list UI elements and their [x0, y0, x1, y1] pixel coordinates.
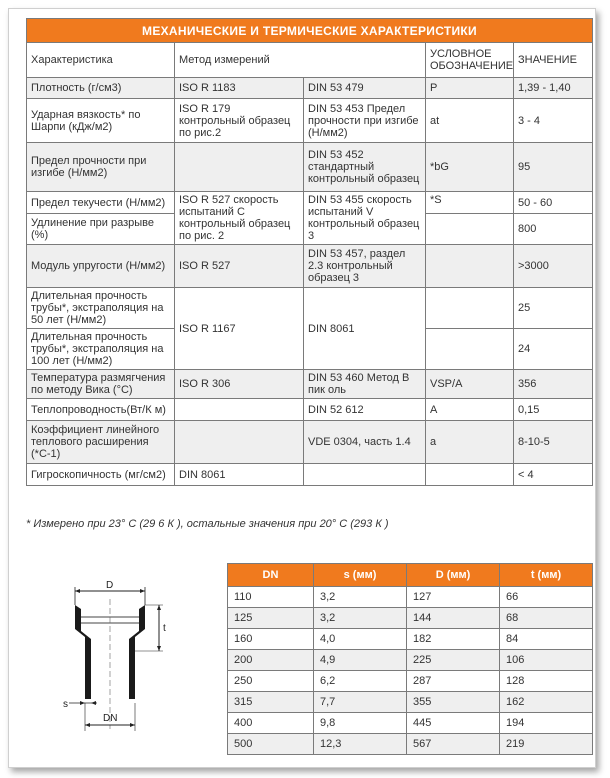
cell-value: 25 [514, 288, 593, 329]
table-row [27, 143, 593, 192]
cell-dn: 500 [228, 734, 314, 755]
cell-s: 4,9 [314, 650, 407, 671]
cell-dn: 400 [228, 713, 314, 734]
cell-characteristic: Гигроскопичность (мг/см2) [27, 464, 175, 486]
cell-method-iso: ISO R 527 скорость испытаний С контрольный образец по рис. 2 [175, 192, 304, 245]
cell-symbol: P [426, 78, 514, 99]
cell-t: 106 [500, 650, 593, 671]
cell-characteristic: Температура размягчения по методу Вика (°С) [27, 370, 175, 399]
table-row [27, 192, 593, 214]
cell-symbol: at [426, 99, 514, 143]
cell-value: 8-10-5 [514, 421, 593, 464]
header-designation: УСЛОВНОЕ ОБОЗНАЧЕНИЕ [426, 43, 514, 78]
cell-symbol: VSP/A [426, 370, 514, 399]
cell-method-din: DIN 53 455 скорость испытаний V контрольный образец 3 [304, 192, 426, 245]
cell-d: 127 [407, 587, 500, 608]
cell-symbol: *S [426, 192, 514, 214]
cell-value: 0,15 [514, 399, 593, 421]
table-row [27, 78, 593, 99]
cell-method-iso: ISO R 179 контрольный образец по рис.2 [175, 99, 304, 143]
cell-method-iso [175, 399, 304, 421]
cell-dn: 315 [228, 692, 314, 713]
cell-value: >3000 [514, 245, 593, 288]
header-dn: DN [228, 564, 314, 587]
cell-dn: 110 [228, 587, 314, 608]
label-t: t [163, 623, 166, 634]
cell-characteristic: Модуль упругости (Н/мм2) [27, 245, 175, 288]
table-row [27, 245, 593, 288]
cell-characteristic: Предел прочности при изгибе (Н/мм2) [27, 143, 175, 192]
header-characteristic: Характеристика [27, 43, 175, 78]
cell-t: 68 [500, 608, 593, 629]
cell-method-din: DIN 8061 [304, 288, 426, 370]
cell-d: 445 [407, 713, 500, 734]
cell-characteristic: Удлинение при разрыве (%) [27, 214, 175, 245]
table-row [228, 650, 593, 671]
cell-value: < 4 [514, 464, 593, 486]
label-d: D [106, 580, 114, 591]
cell-d: 287 [407, 671, 500, 692]
cell-symbol [426, 329, 514, 370]
cell-d: 225 [407, 650, 500, 671]
cell-t: 219 [500, 734, 593, 755]
table-row [228, 713, 593, 734]
cell-symbol [426, 245, 514, 288]
cell-value: 3 - 4 [514, 99, 593, 143]
cell-dn: 160 [228, 629, 314, 650]
header-t: t (мм) [500, 564, 593, 587]
header-s: s (мм) [314, 564, 407, 587]
table-row [228, 608, 593, 629]
cell-t: 66 [500, 587, 593, 608]
cell-symbol [426, 214, 514, 245]
cell-method-iso: ISO R 527 [175, 245, 304, 288]
cell-symbol [426, 464, 514, 486]
cell-method-iso: ISO R 306 [175, 370, 304, 399]
cell-symbol: a [426, 421, 514, 464]
footnote: * Измерено при 23° С (29 6 К ), остальные значения при 20° С (293 К ) [26, 518, 389, 530]
cell-s: 6,2 [314, 671, 407, 692]
table-row [27, 99, 593, 143]
table-row [228, 629, 593, 650]
cell-s: 9,8 [314, 713, 407, 734]
cell-method-iso [175, 421, 304, 464]
cell-characteristic: Ударная вязкость* по Шарпи (кДж/м2) [27, 99, 175, 143]
cell-value: 95 [514, 143, 593, 192]
cell-d: 182 [407, 629, 500, 650]
cell-method-iso: ISO R 1167 [175, 288, 304, 370]
cell-s: 3,2 [314, 587, 407, 608]
table-row [27, 399, 593, 421]
table-title: МЕХАНИЧЕСКИЕ И ТЕРМИЧЕСКИЕ ХАРАКТЕРИСТИКИ [27, 19, 593, 43]
cell-method-iso: DIN 8061 [175, 464, 304, 486]
table-row [228, 734, 593, 755]
cell-method-din: VDE 0304, часть 1.4 [304, 421, 426, 464]
label-s: s [63, 699, 68, 710]
cell-s: 3,2 [314, 608, 407, 629]
cell-dn: 250 [228, 671, 314, 692]
cell-method-din [304, 464, 426, 486]
cell-characteristic: Плотность (г/см3) [27, 78, 175, 99]
cell-t: 84 [500, 629, 593, 650]
cell-characteristic: Теплопроводность(Вт/К м) [27, 399, 175, 421]
cell-dn: 200 [228, 650, 314, 671]
table-row [228, 692, 593, 713]
header-method: Метод измерений [175, 43, 426, 78]
cell-characteristic: Коэффициент линейного теплового расширения (*С-1) [27, 421, 175, 464]
label-dn: DN [103, 713, 118, 724]
cell-method-din: DIN 53 457, раздел 2.3 контрольный образец 3 [304, 245, 426, 288]
mechanical-thermal-table [26, 18, 593, 486]
cell-t: 162 [500, 692, 593, 713]
cell-d: 355 [407, 692, 500, 713]
cell-method-din: DIN 52 612 [304, 399, 426, 421]
cell-method-din: DIN 53 460 Метод В пик оль [304, 370, 426, 399]
cell-value: 356 [514, 370, 593, 399]
table-row [27, 370, 593, 399]
table-row [27, 421, 593, 464]
cell-value: 24 [514, 329, 593, 370]
pipe-socket-drawing [49, 579, 179, 739]
cell-characteristic: Предел текучести (Н/мм2) [27, 192, 175, 214]
cell-method-iso [175, 143, 304, 192]
content-frame [8, 8, 596, 768]
cell-symbol: *bG [426, 143, 514, 192]
cell-d: 567 [407, 734, 500, 755]
cell-t: 194 [500, 713, 593, 734]
cell-value: 50 - 60 [514, 192, 593, 214]
table-row [27, 464, 593, 486]
cell-method-din: DIN 53 452 стандартный контрольный образец [304, 143, 426, 192]
table-row [27, 288, 593, 329]
header-d: D (мм) [407, 564, 500, 587]
cell-value: 800 [514, 214, 593, 245]
cell-s: 12,3 [314, 734, 407, 755]
table-row [228, 671, 593, 692]
cell-s: 4,0 [314, 629, 407, 650]
cell-d: 144 [407, 608, 500, 629]
cell-method-din: DIN 53 453 Предел прочности при изгибе (Н/мм2) [304, 99, 426, 143]
table-row [228, 587, 593, 608]
pipe-dimensions-table [227, 563, 593, 755]
cell-characteristic: Длительная прочность трубы*, экстраполяция на 100 лет (Н/мм2) [27, 329, 175, 370]
cell-value: 1,39 - 1,40 [514, 78, 593, 99]
header-value: ЗНАЧЕНИЕ [514, 43, 593, 78]
cell-s: 7,7 [314, 692, 407, 713]
cell-t: 128 [500, 671, 593, 692]
cell-method-din: DIN 53 479 [304, 78, 426, 99]
cell-dn: 125 [228, 608, 314, 629]
cell-symbol: A [426, 399, 514, 421]
cell-symbol [426, 288, 514, 329]
cell-characteristic: Длительная прочность трубы*, экстраполяция на 50 лет (Н/мм2) [27, 288, 175, 329]
cell-method-iso: ISO R 1183 [175, 78, 304, 99]
